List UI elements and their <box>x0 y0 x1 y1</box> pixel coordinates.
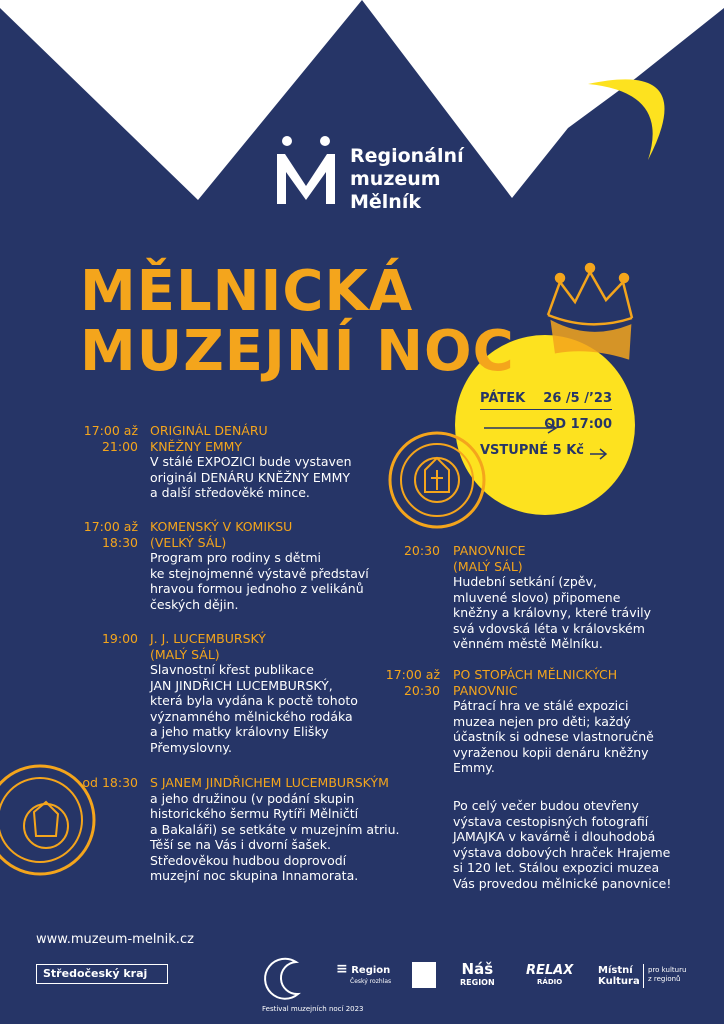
event-desc: Program pro rodiny s dětmi <box>150 550 322 565</box>
event-time: 18:30 <box>101 534 138 550</box>
event-time: 17:00 až <box>83 519 138 534</box>
event-desc: Hudební setkání (zpěv, <box>453 574 597 589</box>
relax-sublabel: RÁDIO <box>537 978 563 986</box>
event-desc: historického šermu Rytíři Mělničtí <box>150 806 359 821</box>
sublabel-line: pro kulturu <box>648 966 687 974</box>
event-desc: Emmy. <box>453 760 495 775</box>
event-time: od 18:30 <box>82 775 138 790</box>
crown-icon <box>548 264 632 358</box>
event-desc: Pátrací hra ve stálé expozici <box>453 698 629 713</box>
event-desc: která byla vydána k poctě tohoto <box>150 693 358 708</box>
logo-line: muzeum <box>350 168 441 190</box>
event-desc: a další středověké mince. <box>150 485 310 500</box>
event-desc: a Bakaláři) se setkáte v muzejním atriu. <box>150 821 400 837</box>
sublabel-line: z regionů <box>648 975 681 983</box>
festival-logo-icon <box>258 952 320 1008</box>
nas-label: Náš <box>461 960 494 978</box>
closing-line: výstava cestopisných fotografií <box>453 813 649 829</box>
event-desc: významného mělnického rodáka <box>150 708 353 724</box>
logo-line: Regionální <box>350 145 464 167</box>
closing-line: JAMAJKA v kavárně i dlouhodobá <box>453 829 656 844</box>
event-time: 17:00 až <box>385 667 440 682</box>
logo-line: Mělník <box>350 191 421 213</box>
title-line: MĚLNICKÁ <box>80 259 414 324</box>
event-desc: Přemyslovny. <box>150 739 232 755</box>
nas-region-logo <box>460 962 495 988</box>
closing-line: výstava dobových hraček Hrajeme <box>453 844 671 860</box>
region-logo: ≡ Region Český rozhlas <box>336 961 392 985</box>
entry-label: VSTUPNÉ 5 Kč <box>480 443 585 458</box>
event-item <box>340 543 720 652</box>
date-row <box>480 386 612 412</box>
event-item <box>0 775 420 884</box>
closing-line: si 120 let. Stálou expozici muzea <box>453 860 660 875</box>
closing-line: Po celý večer budou otevřeny <box>453 798 639 813</box>
event-title: ORIGINÁL DENÁRU <box>150 423 268 438</box>
entry-row <box>480 438 612 464</box>
event-title: (MALÝ SÁL) <box>150 646 220 662</box>
mistni-kultura-logo <box>598 965 640 987</box>
mistni-label: Místní <box>598 965 633 976</box>
news-logo-icon <box>412 962 436 988</box>
event-title: J. J. LUCEMBURSKÝ <box>150 631 266 646</box>
event-time: 20:30 <box>403 543 440 558</box>
event-desc: vyraženou kopii denáru kněžny <box>453 744 649 760</box>
nas-sublabel: REGION <box>460 978 495 987</box>
event-desc: muzea nejen pro děti; každý <box>453 713 631 729</box>
event-desc: V stálé EXPOZICI bude vystaven <box>150 454 352 469</box>
event-title: PO STOPÁCH MĚLNICKÝCH <box>453 667 618 682</box>
event-title: (VELKÝ SÁL) <box>150 534 227 550</box>
event-time: 19:00 <box>101 631 138 646</box>
coin-icon <box>390 433 484 527</box>
event-title: KOMENSKÝ V KOMIKSU <box>150 519 293 534</box>
mistni-kultura-sublabel <box>648 966 686 984</box>
event-title: PANOVNIC <box>453 682 518 698</box>
event-title: S JANEM JINDŘICHEM LUCEMBURSKÝM <box>150 775 389 790</box>
day-label: PÁTEK <box>480 391 526 406</box>
museum-logo-text <box>350 145 464 214</box>
event-item <box>0 423 400 501</box>
event-desc: Středověkou hudbou doprovodí <box>150 852 347 868</box>
website-link[interactable]: www.muzeum-melnik.cz <box>36 932 194 947</box>
event-desc: JAN JINDŘICH LUCEMBURSKÝ, <box>150 677 333 693</box>
event-desc: a jeho matky královny Elišky <box>150 724 329 739</box>
event-time: 20:30 <box>403 682 440 698</box>
event-desc: ke stejnojmenné výstavě představí <box>150 565 369 581</box>
logo-divider <box>643 964 644 988</box>
event-desc: kněžny a královny, které trávily <box>453 605 651 620</box>
event-desc: českých dějin. <box>150 596 239 612</box>
closing-note <box>453 798 721 891</box>
relax-label: RELAX <box>526 963 574 978</box>
event-desc: a jeho družinou (v podání skupin <box>150 790 355 806</box>
event-item <box>340 667 720 776</box>
relax-radio-logo <box>526 964 573 988</box>
event-title: KNĚŽNY EMMY <box>150 438 243 454</box>
region-label: Region <box>351 965 391 976</box>
museum-logo-icon <box>277 136 335 204</box>
stredocesky-kraj-logo: Středočeský kraj <box>36 964 168 984</box>
event-desc: Těší se na Vás i dvorní šašek. <box>150 837 331 852</box>
event-title: PANOVNICE <box>453 543 526 558</box>
region-sublabel: Český rozhlas <box>350 978 392 985</box>
event-desc: věnném městě Mělníku. <box>453 636 603 651</box>
event-time: 21:00 <box>101 438 138 454</box>
time-label: OD 17:00 <box>544 417 612 432</box>
closing-line: Vás provedou mělnické panovnice! <box>453 875 672 891</box>
event-desc: svá vdovská léta v královském <box>453 620 645 636</box>
event-info <box>480 386 612 464</box>
event-time: 17:00 až <box>83 423 138 438</box>
date-label: 26 /5 /’23 <box>543 391 612 406</box>
event-desc: hravou formou jednoho z velikánů <box>150 581 364 596</box>
event-desc: mluvené slovo) připomene <box>453 589 621 605</box>
event-desc: Slavnostní křest publikace <box>150 662 314 677</box>
page-title <box>80 259 515 384</box>
kultura-label: Kultura <box>598 976 640 987</box>
festival-logo-text: Festival muzejních nocí 2023 <box>262 1005 364 1013</box>
title-line: MUZEJNÍ NOC <box>80 319 515 384</box>
event-title: (MALÝ SÁL) <box>453 558 523 574</box>
event-desc: účastník si odnese vlastnoručně <box>453 729 654 744</box>
event-desc: muzejní noc skupina Innamorata. <box>150 868 359 883</box>
time-row <box>480 412 612 438</box>
event-desc: originál DENÁRU KNĚŽNY EMMY <box>150 469 350 485</box>
